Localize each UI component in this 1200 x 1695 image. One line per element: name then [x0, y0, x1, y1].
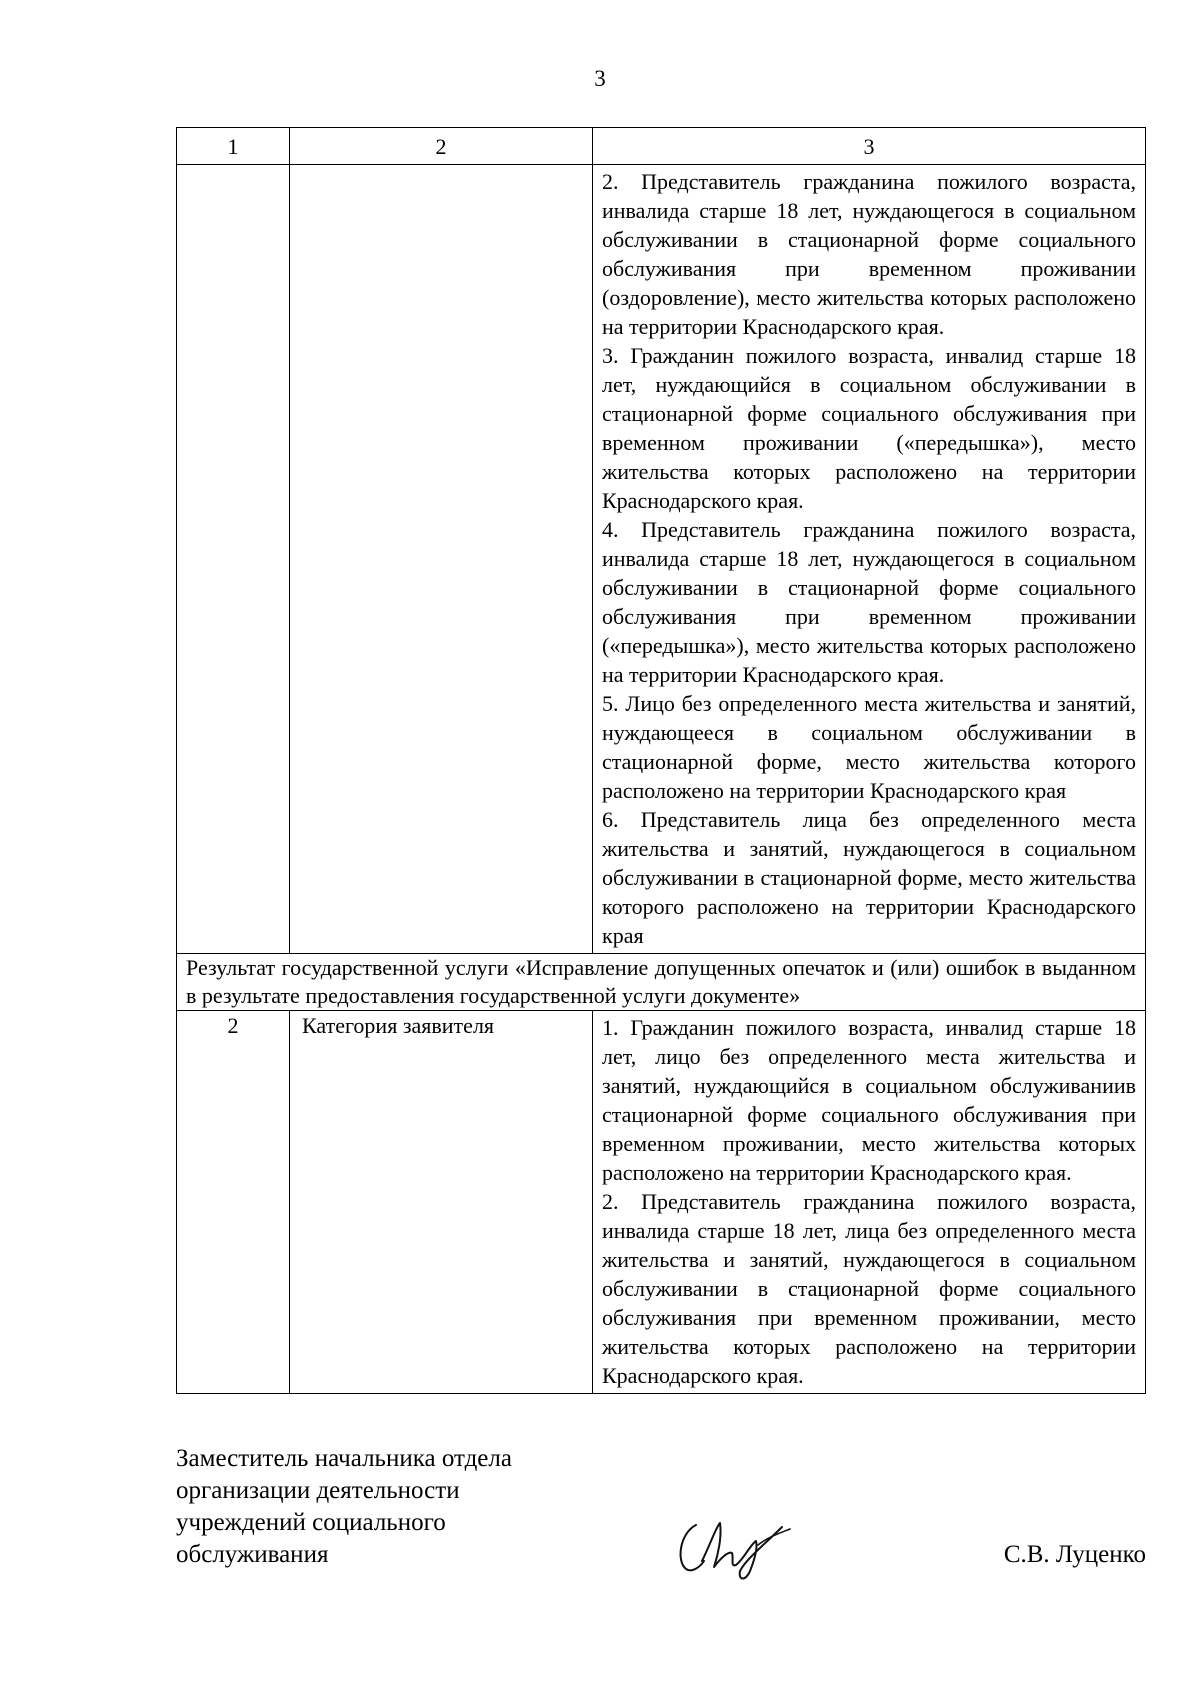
section-title: Результат государственной услуги «Исправление допущенных опечаток и (или) ошибок в выданном в результате предоставления государственной услуги документе»: [177, 954, 1146, 1011]
list-item: 2. Представитель гражданина пожилого возраста, инвалида старше 18 лет, нуждающегося в социальном обслуживании в стационарной форме социального обслуживания при временном проживании (оздоровление), место жительства которых расположено на территории Краснодарского края.: [602, 169, 1136, 339]
services-table: [176, 127, 1146, 1394]
page-number: 3: [594, 66, 606, 91]
continuation-cell-2: [290, 165, 593, 954]
list-item: 2. Представитель гражданина пожилого возраста, инвалида старше 18 лет, лица без определенного места жительства и занятий, нуждающегося в социальном обслуживании в стационарной форме социального обслуживания при временном проживании, место жительства которых расположено на территории Краснодарского края.: [602, 1189, 1136, 1388]
list-item: 1. Гражданин пожилого возраста, инвалид старше 18 лет, лицо без определенного места жительства и занятий, нуждающийся в социальном обслуживаниив стационарной форме социального обслуживания при временном проживании, место жительства которых расположено на территории Краснодарского края.: [602, 1015, 1136, 1185]
header-col-3: 3: [593, 128, 1146, 165]
handwritten-signature: [672, 1515, 798, 1583]
table-row: [177, 1011, 1146, 1394]
row-items-cell: [593, 1011, 1146, 1394]
header-col-2: 2: [290, 128, 593, 165]
section-row: [177, 954, 1146, 1011]
signatory-name: С.В. Луценко: [1003, 1541, 1146, 1568]
row-number: 2: [177, 1011, 290, 1394]
list-item: 5. Лицо без определенного места жительства и занятий, нуждающееся в социальном обслуживании в стационарной форме, место жительства которого расположено на территории Краснодарского края: [602, 691, 1136, 803]
list-item: 4. Представитель гражданина пожилого возраста, инвалида старше 18 лет, нуждающегося в социальном обслуживании в стационарной форме социального обслуживания при временном проживании («передышка»), место жительства которых расположено на территории Краснодарского края.: [602, 517, 1136, 687]
list-item: 3. Гражданин пожилого возраста, инвалид старше 18 лет, нуждающийся в социальном обслуживании в стационарной форме социального обслуживания при временном проживании («передышка»), место жительства которых расположено на территории Краснодарского края.: [602, 343, 1136, 513]
signature-block: [176, 1443, 1146, 1603]
signatory-position: Заместитель начальника отдела организации деятельности учреждений социального обслуживания: [176, 1445, 512, 1568]
header-col-1: 1: [177, 128, 290, 165]
continuation-row: [177, 165, 1146, 954]
continuation-cell-1: [177, 165, 290, 954]
table-header-row: [177, 128, 1146, 165]
continuation-cell-3: [593, 165, 1146, 954]
list-item: 6. Представитель лица без определенного места жительства и занятий, нуждающегося в социальном обслуживании в стационарной форме, место жительства которого расположено на территории Краснодарского края: [602, 807, 1136, 948]
row-category: Категория заявителя: [290, 1011, 593, 1394]
